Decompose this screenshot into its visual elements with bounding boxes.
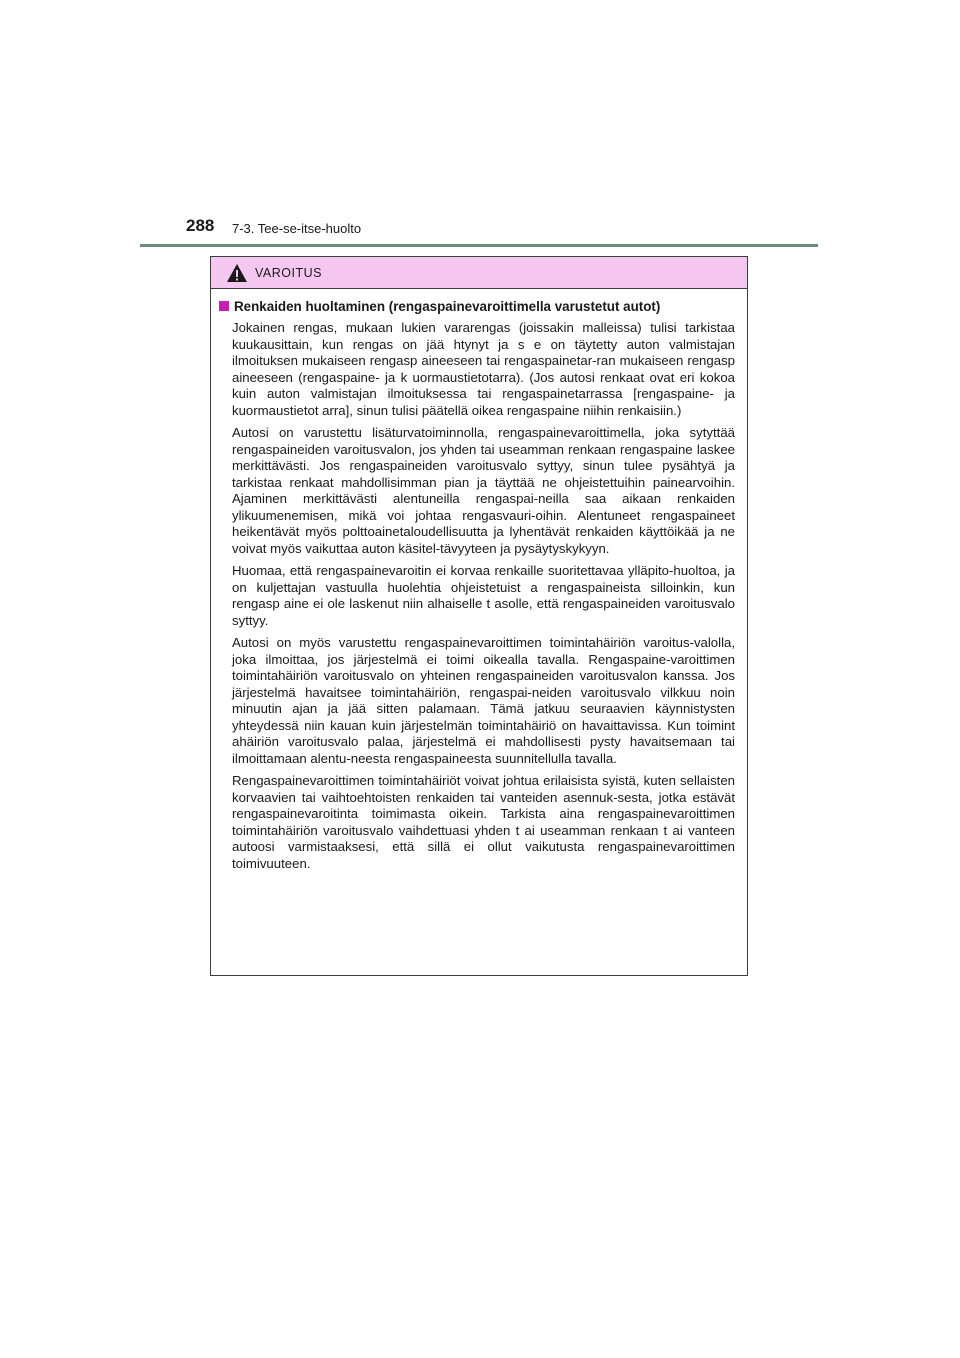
warning-header	[211, 257, 747, 289]
warning-paragraph: Autosi on myös varustettu rengaspainevaroittimen toimintahäiriön varoitus-valolla, joka ilmoittaa, jos järjestelmä ei toimi oikealla tavalla. Rengaspaine-varoittimen toimintahäiriön varoitusvalo on yhteinen rengaspaineiden varoitusvalon kanssa. Jos järjestelmä havaitsee toimintahäiriön, rengaspai-neiden varoitusvalo vilkkuu noin minuutin ajan ja jää sitten palamaan. Tämä jatkuu seuraavien käynnistysten yhteydessä niin kauan kuin järjestelmän toimintahäiriö on havaittavissa. Kun toimint ahäiriön varoitusvalo palaa, järjestelmä ei mahdollisesti pysty havaitsemaan tai ilmoittamaan alentu-neesta rengaspaineesta suunnitellulla tavalla.	[232, 635, 735, 766]
page-header	[0, 0, 960, 250]
warning-paragraph: Huomaa, että rengaspainevaroitin ei korvaa renkaille suoritettavaa ylläpito-huoltoa, ja on kuljettajan vastuulla huolehtia ohjeistetuist a rengaspaineista silloinkin, kun rengasp aine ei ole laskenut niin alhaiselle t asolle, että rengaspaineiden varoitusvalo syttyy.	[232, 563, 735, 628]
warning-paragraph: Rengaspainevaroittimen toimintahäiriöt voivat johtua erilaisista syistä, kuten sellaisten korvaavien tai vaihtoehtoisten renkaiden tai vanteiden asennuk-sesta, jotka estävät rengaspainevaroitinta toimimasta oikein. Tarkista aina rengaspainevaroittimen toimintahäiriön varoitusvalo vaihdettuasi yhden t ai useamman renkaan t ai vanteen autoosi varmistaaksesi, että sillä ei ollut vaikutusta rengaspainevaroittimen toimivuuteen.	[232, 773, 735, 871]
warning-heading-row	[219, 299, 735, 315]
warning-content	[211, 289, 747, 872]
warning-heading: Renkaiden huoltaminen (rengaspainevaroittimella varustetut autot)	[234, 299, 661, 314]
warning-triangle-icon	[226, 263, 248, 283]
warning-paragraph: Autosi on varustettu lisäturvatoiminnolla, rengaspainevaroittimella, joka sytyttää rengaspaineiden varoitusvalon, jos yhden tai useamman renkaan rengaspaine laskee merkittävästi. Jos rengaspaineiden varoitusvalo syttyy, sinun tulee pysähtyä ja tarkistaa renkaat mahdollisimman pian ja täyttää ne ohjeistettuihin painearvoihin. Ajaminen merkittävästi alentuneilla rengaspai-neilla saa aikaan renkaiden ylikuumenemisen, mikä voi johtaa rengasvauri-oihin. Alentuneet rengaspaineet heikentävät myös polttoainetaloudellisuutta ja lyhentävät renkaiden käyttöikää ja ne voivat myös vaikuttaa auton käsitel-tävyyteen ja pysäytyskykyyn.	[232, 425, 735, 556]
warning-title: VAROITUS	[255, 265, 322, 280]
warning-box	[210, 256, 748, 976]
warning-paragraph: Jokainen rengas, mukaan lukien vararengas (joissakin malleissa) tulisi tarkistaa kuukausittain, kun rengas on jää htynyt ja s e on täytetty auton valmistajan ilmoituksen mukaiseen rengasp aineeseen tai rengaspainetar-ran mukaiseen rengasp aineeseen (rengaspaine- ja k uormaustietotarra). (Jos autosi renkaat ovat eri kokoa kuin auton valmistajan ilmoituksessa tai rengaspainetarrassa [rengaspaine- ja kuormaustietot arra], sinun tulisi päätellä oikea rengaspaine niihin renkaisiin.)	[232, 320, 735, 418]
header-rule	[140, 244, 818, 247]
page-number: 288	[186, 216, 215, 235]
bullet-square-icon	[219, 301, 229, 311]
section-title: 7-3. Tee-se-itse-huolto	[232, 221, 362, 236]
